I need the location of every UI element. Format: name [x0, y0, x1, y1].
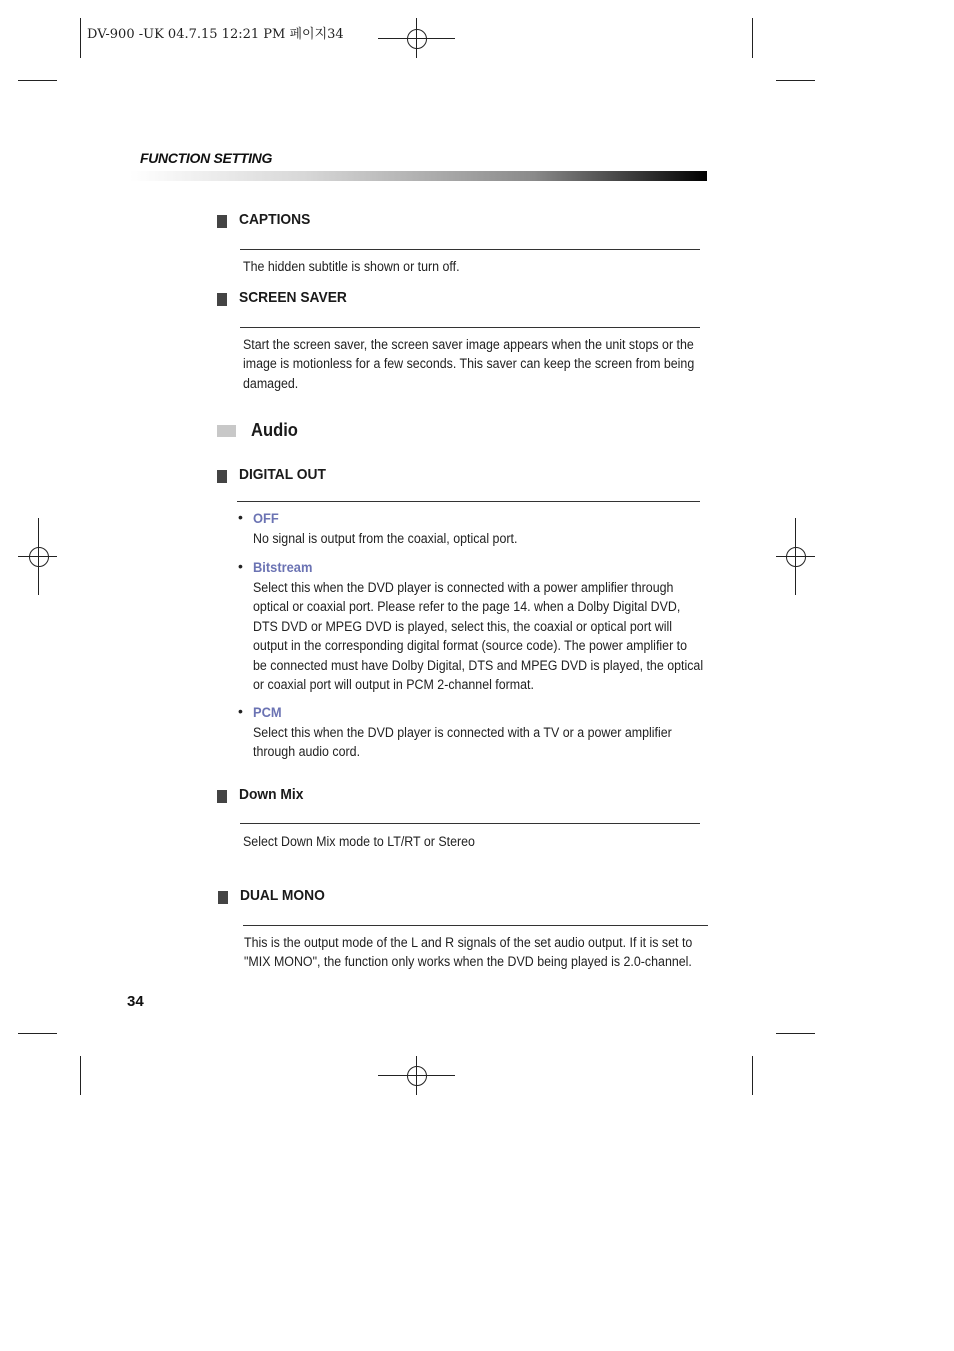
heading-rule — [237, 501, 700, 502]
digital-out-off-title: OFF — [253, 510, 279, 526]
heading-rule — [240, 327, 700, 328]
digital-out-bitstream-title: Bitstream — [253, 559, 313, 575]
page-number: 34 — [127, 993, 144, 1010]
digital-out-pcm-title: PCM — [253, 704, 282, 720]
heading-square-icon — [217, 470, 227, 483]
heading-rule — [240, 249, 700, 250]
heading-square-icon — [217, 215, 227, 228]
print-header: DV-900 -UK 04.7.15 12:21 PM 페이지34 — [87, 27, 344, 42]
heading-rule — [243, 925, 708, 926]
digital-out-pcm-text: Select this when the DVD player is connected with a TV or a power amplifier through audio cord. — [253, 725, 672, 760]
audio-square-icon — [217, 425, 236, 437]
heading-rule — [240, 823, 700, 824]
digital-out-off-text: No signal is output from the coaxial, optical port. — [253, 531, 518, 546]
bullet-icon: • — [238, 558, 243, 574]
heading-square-icon — [217, 790, 227, 803]
down-mix-text: Select Down Mix mode to LT/RT or Stereo — [243, 834, 475, 849]
bullet-icon: • — [238, 703, 243, 719]
captions-heading: CAPTIONS — [239, 211, 311, 228]
captions-text: The hidden subtitle is shown or turn off. — [243, 259, 460, 274]
dual-mono-text: This is the output mode of the L and R signals of the set audio output. If it is set to "MIX MONO", the function only works when the DVD being played is 2.0-channel. — [244, 935, 693, 970]
digital-out-bitstream-text: Select this when the DVD player is connected with a power amplifier through optical or coaxial port. Please refer to the page 14. when a Dolby Digital DVD, DTS DVD or MPEG DVD is played, select this, the coaxial or optical port will output in the corresponding digital format (source code). The power amplifier to be connected must have Dolby Digital, DTS and MPEG DVD is played, the optical or coaxial port will output in PCM 2-channel format. — [253, 580, 704, 693]
dual-mono-heading: DUAL MONO — [240, 887, 325, 904]
section-label: FUNCTION SETTING — [140, 150, 273, 166]
audio-heading: Audio — [251, 420, 298, 440]
heading-square-icon — [217, 293, 227, 306]
screen-saver-heading: SCREEN SAVER — [239, 289, 347, 306]
section-gradient-bar — [130, 171, 707, 181]
heading-square-icon — [218, 891, 228, 904]
digital-out-heading: DIGITAL OUT — [239, 466, 326, 483]
screen-saver-text: Start the screen saver, the screen saver image appears when the unit stops or the image is motionless for a few seconds. This saver can keep the screen from being damaged. — [243, 337, 695, 391]
bullet-icon: • — [238, 509, 243, 525]
down-mix-heading: Down Mix — [239, 786, 304, 803]
